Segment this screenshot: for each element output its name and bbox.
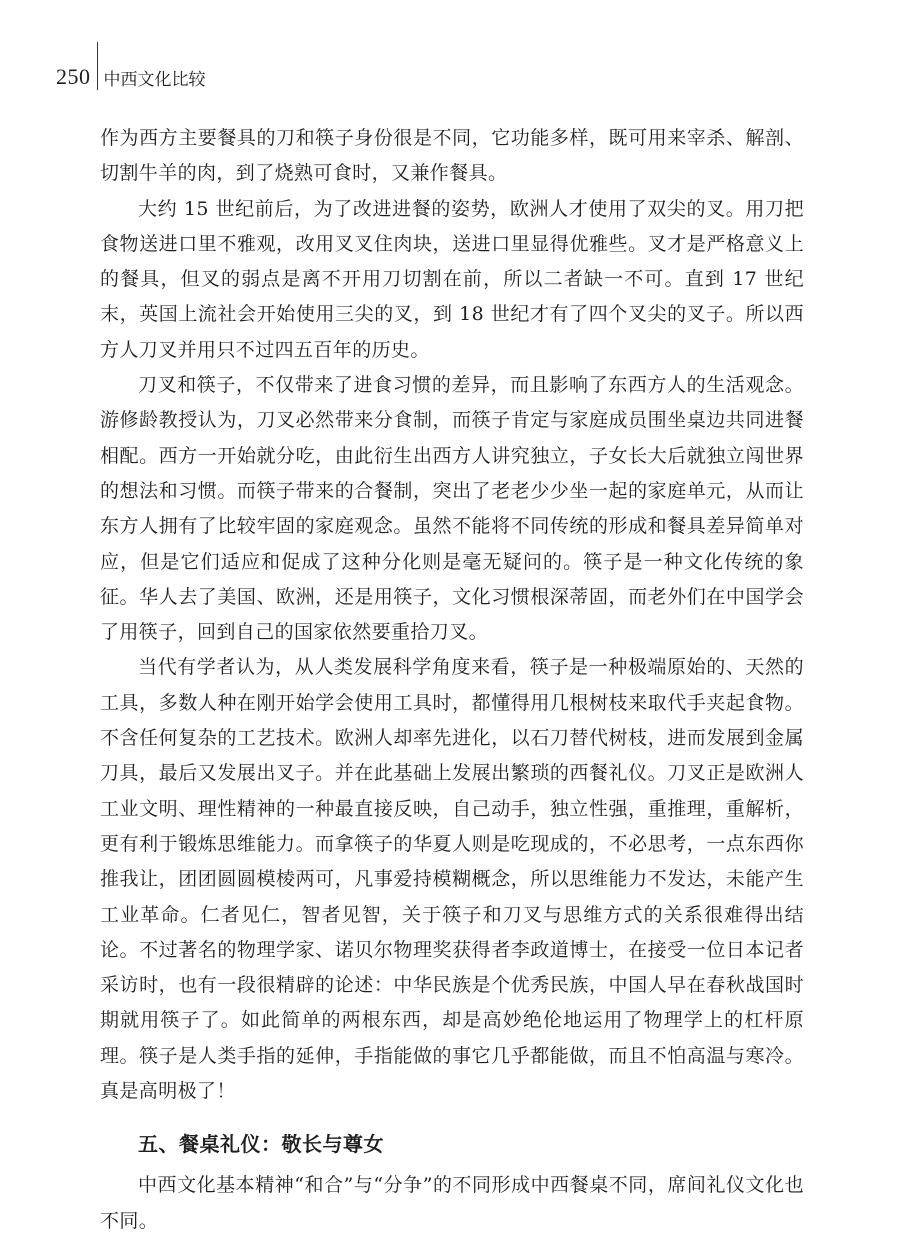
body-paragraph: 刀叉和筷子，不仅带来了进食习惯的差异，而且影响了东西方人的生活观念。游修龄教授认为，刀叉必然带来分食制，而筷子肯定与家庭成员围坐桌边共同进餐相配。西方一开始就分吃，由此衍生出西方人讲究独立，子女长大后就独立闯世界的想法和习惯。而筷子带来的合餐制，突出了老老少少坐一起的家庭单元，从而让东方人拥有了比较牢固的家庭观念。虽然不能将不同传统的形成和餐具差异简单对应，但是它们适应和促成了这种分化则是毫无疑问的。筷子是一种文化传统的象征。华人去了美国、欧洲，还是用筷子，文化习惯根深蒂固，而老外们在中国学会了用筷子，回到自己的国家依然要重拾刀叉。 — [100, 374, 804, 644]
page-number: 250 — [56, 64, 91, 89]
running-title: 中西文化比较 — [103, 69, 206, 90]
body-paragraph: 中西文化基本精神“和合”与“分争”的不同形成中西餐桌不同，席间礼仪文化也不同。 — [100, 1174, 804, 1232]
body-paragraph: 作为西方主要餐具的刀和筷子身份很是不同，它功能多样，既可用来宰杀、解剖、切割牛羊的肉，到了烧熟可食时，又兼作餐具。 — [100, 127, 804, 185]
section-heading: 五、餐桌礼仪：敬长与尊女 — [138, 1132, 384, 1157]
page-body — [100, 121, 804, 1239]
body-paragraph: 当代有学者认为，从人类发展科学角度来看，筷子是一种极端原始的、天然的工具，多数人种在刚开始学会使用工具时，都懂得用几根树枝来取代手夹起食物。不含任何复杂的工艺技术。欧洲人却率先进化，以石刀替代树枝，进而发展到金属刀具，最后又发展出叉子。并在此基础上发展出繁琐的西餐礼仪。刀叉正是欧洲人工业文明、理性精神的一种最直接反映，自己动手，独立性强，重推理，重解析，更有利于锻炼思维能力。而拿筷子的华夏人则是吃现成的，不必思考，一点东西你推我让，团团圆圆模棱两可，凡事爱持模糊概念，所以思维能力不发达，未能产生工业革命。仁者见仁，智者见智，关于筷子和刀叉与思维方式的关系很难得出结论。不过著名的物理学家、诺贝尔物理奖获得者李政道博士，在接受一位日本记者采访时，也有一段很精辟的论述：中华民族是个优秀民族，中国人早在春秋战国时期就用筷子了。如此简单的两根东西，却是高妙绝伦地运用了物理学上的杠杆原理。筷子是人类手指的延伸，手指能做的事它几乎都能做，而且不怕高温与寒冷。真是高明极了！ — [100, 656, 804, 1103]
body-paragraph: 大约 15 世纪前后，为了改进进餐的姿势，欧洲人才使用了双尖的叉。用刀把食物送进口里不雅观，改用叉叉住肉块，送进口里显得优雅些。叉才是严格意义上的餐具，但叉的弱点是离不开用刀切割在前，所以二者缺一不可。直到 17 世纪末，英国上流社会开始使用三尖的叉，到 18 世纪才有了四个叉尖的叉子。所以西方人刀叉并用只不过四五百年的历史。 — [100, 197, 804, 361]
header-divider — [97, 42, 98, 90]
page-header — [56, 46, 206, 90]
